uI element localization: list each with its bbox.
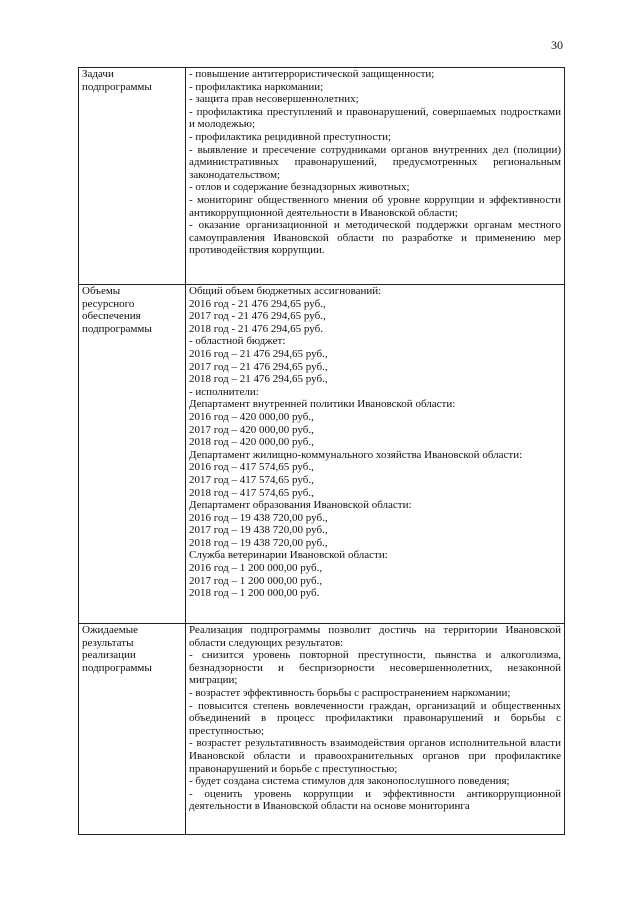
funding-line: 2016 год - 21 476 294,65 руб., [189,297,326,310]
funding-line: 2017 год – 417 574,65 руб., [189,473,314,486]
label-cell-resources [79,285,186,624]
label-cell-tasks [79,68,186,285]
task-item: - профилактика преступлений и правонарушений, совершаемых подростками и молодежью; [189,105,561,131]
result-item: - снизится уровень повторной преступности, пьянства и алкоголизма, безнадзорности и беспризорности несовершеннолетних, незаконной миграции; [189,649,561,687]
label-line: подпрограммы [82,80,152,93]
label-line: Задачи [82,68,114,80]
task-item: - защита прав несовершеннолетних; [189,93,359,106]
funding-line: 2017 год – 19 438 720,00 руб., [189,524,328,537]
funding-line: 2017 год – 420 000,00 руб., [189,423,314,436]
content-cell-results [186,624,565,835]
label-cell-results [79,624,186,835]
label-line: подпрограммы [82,322,152,335]
table-row-tasks [79,68,565,285]
task-item: - отлов и содержание безнадзорных животных; [189,181,410,194]
content-cell-resources [186,285,565,624]
result-item: Реализация подпрограммы позволит достичь на территории Ивановской области следующих результатов: [189,624,561,649]
funding-line: 2018 год - 21 476 294,65 руб. [189,322,323,335]
task-item: - мониторинг общественного мнения об уровне коррупции и эффективности антикоррупционной деятельности в Ивановской области; [189,193,561,219]
content-cell-tasks [186,68,565,285]
task-item: - оказание организационной и методической поддержки органам местного самоуправления Ивановской области по разработке и применению мер противодействия коррупции. [189,219,561,257]
subprogram-passport-table [78,67,565,835]
funding-line: 2017 год - 21 476 294,65 руб., [189,310,326,323]
funding-line: 2018 год – 417 574,65 руб., [189,486,314,499]
label-line: Ожидаемые [82,624,139,636]
funding-line: 2016 год – 420 000,00 руб., [189,410,314,423]
funding-line: 2017 год – 1 200 000,00 руб., [189,574,323,587]
funding-line: 2017 год – 21 476 294,65 руб., [189,360,328,373]
label-line: Объемы [82,285,121,297]
funding-line: Департамент образования Ивановской области: [189,499,412,512]
result-item: - оценить уровень коррупции и эффективности антикоррупционной деятельности в Ивановской области на основе мониторинга [189,787,561,813]
page-number: 30 [551,38,563,52]
funding-line: 2016 год – 21 476 294,65 руб., [189,347,328,360]
task-item: - выявление и пресечение сотрудниками органов внутренних дел (полиции) административных правонарушений, предусмотренных региональным законодательством; [189,143,561,181]
label-line: результаты [82,636,134,649]
task-item: - профилактика рецидивной преступности; [189,130,392,143]
result-item: - возрастет результативность взаимодействия органов исполнительной власти Ивановской области и правоохранительных органов при профилактике правонарушений и борьбе с преступностью; [189,737,561,775]
funding-line: Департамент жилищно-коммунального хозяйства Ивановской области: [189,448,523,461]
task-item: - повышение антитеррористической защищенности; [189,68,435,80]
task-item: - профилактика наркомании; [189,80,324,93]
funding-line: - исполнители: [189,385,259,398]
label-line: реализации [82,649,136,662]
funding-line: 2016 год – 19 438 720,00 руб., [189,511,328,524]
funding-line: 2018 год – 19 438 720,00 руб., [189,536,328,549]
funding-line: 2018 год – 21 476 294,65 руб., [189,373,328,386]
result-item: - повысится степень вовлеченности граждан, организаций и общественных объединений в процесс профилактики правонарушений и борьбы с преступностью; [189,699,561,737]
label-line: ресурсного [82,297,135,310]
label-line: обеспечения [82,310,141,323]
funding-line: 2018 год – 420 000,00 руб., [189,436,314,449]
funding-line: - областной бюджет: [189,335,286,348]
funding-line: 2018 год – 1 200 000,00 руб. [189,587,320,600]
funding-line: Служба ветеринарии Ивановской области: [189,549,388,562]
funding-line: Департамент внутренней политики Ивановской области: [189,398,456,411]
table-row-resources [79,285,565,624]
funding-line: 2016 год – 1 200 000,00 руб., [189,562,323,575]
result-item: - возрастет эффективность борьбы с распространением наркомании; [189,686,511,699]
funding-line: 2016 год – 417 574,65 руб., [189,461,314,474]
label-line: подпрограммы [82,661,152,674]
result-item: - будет создана система стимулов для законопослушного поведения; [189,775,510,788]
table-row-results [79,624,565,835]
funding-line: Общий объем бюджетных ассигнований: [189,285,382,297]
